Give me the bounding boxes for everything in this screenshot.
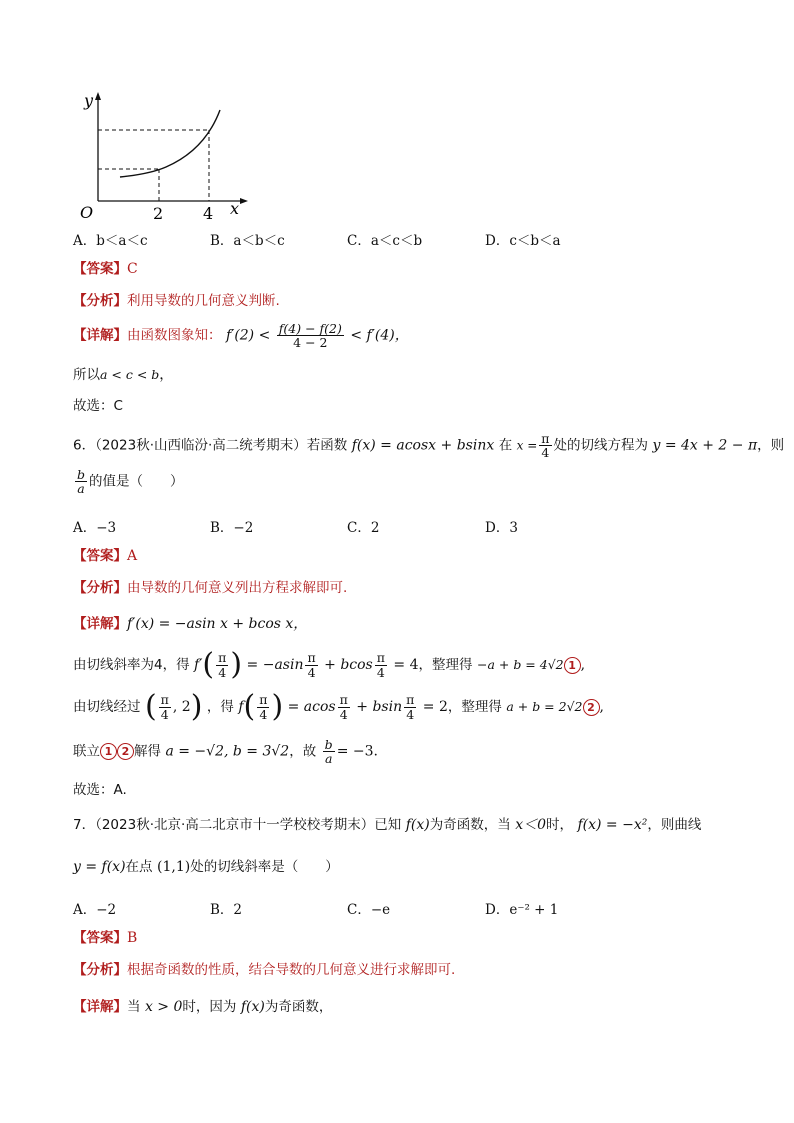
q7-stem: 7．（2023秋·北京·高二北京市十一学校校考期末）已知 f(x)为奇函数，当 x＜0时， f(x) = −x²，则曲线 (73, 817, 702, 833)
q6-option-b: B．−2 (210, 520, 254, 536)
q5-choose: 故选：C (73, 398, 123, 414)
q6-option-d: D．3 (485, 520, 518, 536)
q7-detail: 【详解】当 x > 0时，因为 f(x)为奇函数， (73, 999, 333, 1015)
circle-2-icon: 2 (583, 699, 600, 716)
q6-line1: 由切线斜率为4，得 f′( $\frac{\pi}{4}$ ) = −asin $\frac{\pi}{4}$ + bcos $\frac{\pi}{4}$ = 4，整理得 −a + b = 4√2 1 , (73, 647, 586, 682)
tick-label-2: 2 (153, 204, 164, 223)
q7-option-d: D．e⁻² + 1 (485, 902, 559, 918)
q6-line3: 联立 1 2 解得 a = −√2, b = 3√2，故 $\frac{b}{a}$ = −3. (73, 737, 378, 767)
q5-option-c: C．a＜c＜b (347, 233, 423, 249)
q6-stem-line2: $\frac{b}{a}$ 的值是（ ） (77, 467, 184, 497)
q5-answer: 【答案】C (73, 261, 138, 277)
tick-label-4: 4 (203, 204, 214, 223)
q6-analysis: 【分析】由导数的几何意义列出方程求解即可. (73, 580, 348, 596)
origin-label: O (80, 203, 94, 222)
q6-choose: 故选：A. (73, 782, 127, 798)
function-graph (70, 88, 250, 223)
q7-option-a: A．−2 (73, 902, 117, 918)
y-axis-label: y (84, 91, 94, 110)
q5-so: 所以a < c < b， (73, 367, 174, 383)
y-axis-arrow (95, 92, 101, 100)
q6-line2: 由切线经过 ( $\frac{\pi}{4}$ , 2) ，得 f( $\frac{\pi}{4}$ ) = acos $\frac{\pi}{4}$ + bsin $\frac{\pi}{4}$ = 2，整理得 a + b = 2√2 2 , (73, 689, 604, 724)
q6-answer: 【答案】A (73, 548, 138, 564)
q7-option-c: C．−e (347, 902, 391, 918)
circle-1-icon: 1 (564, 657, 581, 674)
q5-option-a: A．b＜a＜c (73, 233, 148, 249)
curve (120, 110, 220, 177)
q7-option-b: B．2 (210, 902, 243, 918)
x-axis-label: x (230, 199, 240, 218)
q7-stem-line2: y = f(x)在点 (1,1)处的切线斜率是（ ） (73, 859, 339, 875)
q5-analysis: 【分析】利用导数的几何意义判断. (73, 293, 280, 309)
q6-stem: 6．（2023秋·山西临汾·高二统考期末）若函数 f(x) = acosx + bsinx 在 x = $\frac{\pi}{4}$ 处的切线方程为 y = 4x + 2 − π，则 (73, 431, 785, 461)
q7-answer: 【答案】B (73, 930, 138, 946)
q5-option-d: D．c＜b＜a (485, 233, 561, 249)
q5-option-b: B．a＜b＜c (210, 233, 285, 249)
q7-analysis: 【分析】根据奇函数的性质，结合导数的几何意义进行求解即可. (73, 962, 456, 978)
circle-1-icon: 1 (100, 743, 117, 760)
q5-fraction: $\frac{f(4) - f(2)}{4 - 2}$ (278, 321, 342, 351)
q6-option-a: A．−3 (73, 520, 117, 536)
circle-2-icon: 2 (117, 743, 134, 760)
q5-detail: 【详解】由函数图象知： f′(2) < $\frac{f(4) - f(2)}{4 - 2}$ < f′(4)， (73, 321, 409, 351)
q6-detail: 【详解】f′(x) = −asin x + bcos x， (73, 616, 308, 632)
x-axis-arrow (240, 198, 248, 204)
q6-option-c: C．2 (347, 520, 380, 536)
